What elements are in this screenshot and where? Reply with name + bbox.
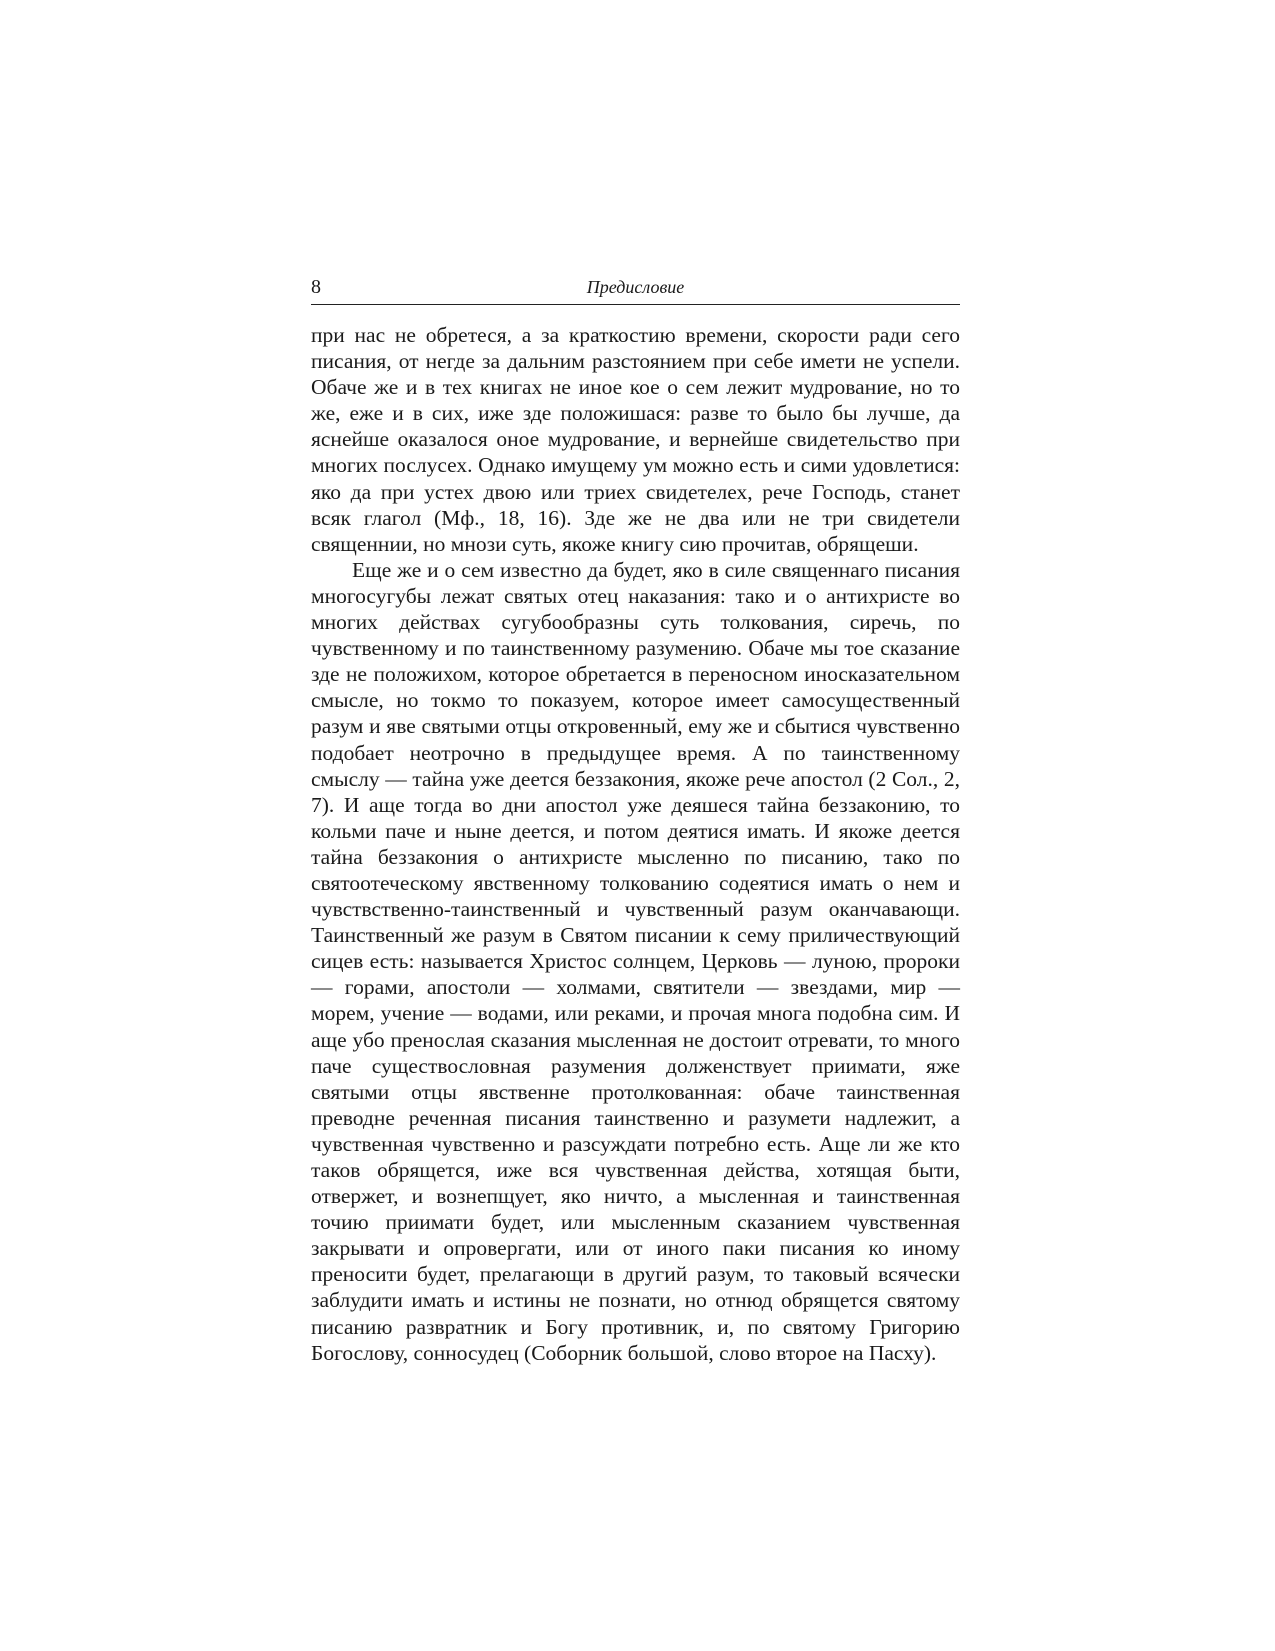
paragraph-continued: при нас не обретеся, а за краткостию времени, скорости ради сего писания, от негде за дальним разстоянием при себе имети не успели. Обаче же и в тех книгах не иное кое о сем лежит мудрование, но то же, еже и в сих, иже зде положишася: разве то было бы лучше, да яснейше оказалося оное мудрование, и вернейше свидетельство при многих послусех. Однако имущему ум можно есть и сими удовлетися: яко да при устех двою или триех свидетелех, рече Господь, станет всяк глагол (Мф., 18, 16). Зде же не два или не три свидетели священнии, но мнози суть, якоже книгу сию прочитав, обрящеши. xyxy=(311,323,960,556)
page-number: 8 xyxy=(311,276,321,298)
paragraph: Еще же и о сем известно да будет, яко в силе священнаго писания многосугубы лежат святых отец наказания: тако и о антихристе во многих действах сугубообразны суть толкования, сиречь, по чувственному и по таинственному разумению. Обаче мы тое сказание зде не положихом, которое обретается в переносном иносказательном смысле, но токмо то показуем, которое имеет самосущественный разум и яве святыми отцы откровенный, ему же и сбытися чувственно подобает неотрочно в предыдущее время. А по таинственному смыслу — тайна уже деется беззакония, якоже рече апостол (2 Сол., 2, 7). И аще тогда во дни апостол уже деяшеся тайна беззаконию, то кольми паче и ныне деется, и потом деятися имать. И якоже деется тайна беззакония о антихристе мысленно по писанию, тако по святоотеческому явственному толкованию содеятися имать о нем и чувствственно-таинственный и чувственный разум оканчавающи. Таинственный же разум в Святом писании к сему приличествующий сицев есть: называется Христос солнцем, Церковь — луною, пророки — горами, апостоли — холмами, святители — звездами, мир — морем, учение — водами, или реками, и прочая многа подобна сим. И аще убо пренослая сказания мысленная не достоит отревати, то много паче существословная разумения долженствует приимати, яже святыми отцы явственне протолкованная: обаче таинственная преводне реченная писания таинственно и разумети надлежит, а чувственная чувственно и разсуждати потребно есть. Аще ли же кто таков обрящется, иже вся чувственная действа, хотящая быти, отвержет, и вознепщует, яко ничто, а мысленная и таинственная точию приимати будет, или мысленным сказанием чувственная закрывати и опровергати, или от иного паки писания ко иному преносити будет, прелагающи в другий разум, то таковый всячески заблудити имать и истины не познати, но отнюд обрящется святому писанию развратник и Богу противник, и, по святому Григорию Богослову, сонносудец (Соборник большой, слово второе на Пасху). xyxy=(311,557,960,1365)
running-title: Предисловие xyxy=(586,277,685,297)
body-text xyxy=(311,322,960,1366)
page-header xyxy=(311,274,960,305)
